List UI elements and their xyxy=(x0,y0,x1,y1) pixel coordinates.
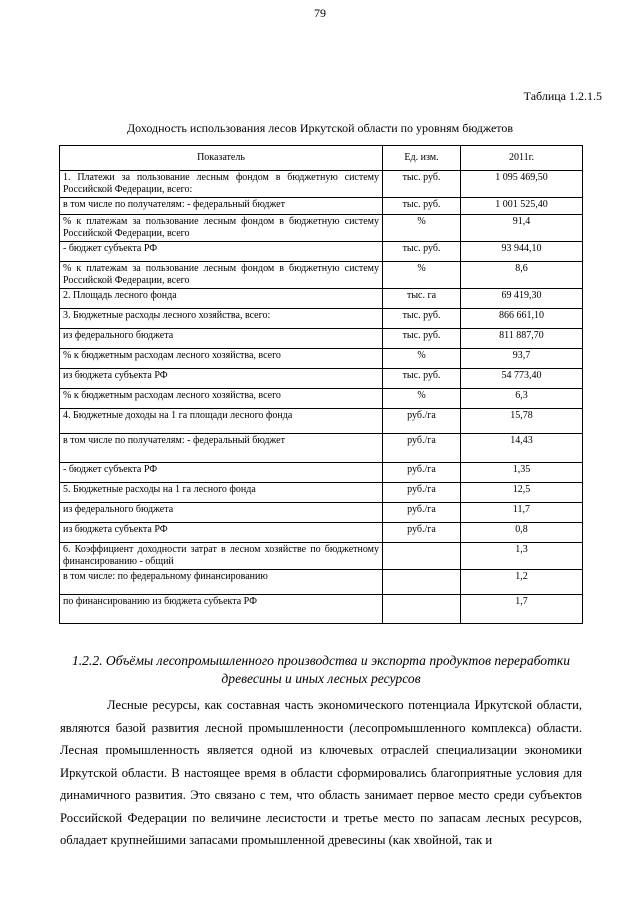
row-value: 11,7 xyxy=(461,503,583,523)
row-indicator: 5. Бюджетные расходы на 1 га лесного фонда xyxy=(60,483,383,503)
row-unit: тыс. руб. xyxy=(383,329,461,349)
row-indicator: 6. Коэффициент доходности затрат в лесном хозяйстве по бюджетному финансированию - общий xyxy=(60,543,383,570)
row-value: 12,5 xyxy=(461,483,583,503)
row-value: 6,3 xyxy=(461,389,583,409)
row-indicator: по финансированию из бюджета субъекта РФ xyxy=(60,595,383,624)
row-value: 1,7 xyxy=(461,595,583,624)
row-indicator: % к платежам за пользование лесным фондом в бюджетную систему Российской Федерации, всего xyxy=(60,262,383,289)
row-value: 1,3 xyxy=(461,543,583,570)
table-row xyxy=(60,262,583,289)
row-indicator: 3. Бюджетные расходы лесного хозяйства, всего: xyxy=(60,309,383,329)
forest-income-table xyxy=(59,145,583,624)
table-caption: Таблица 1.2.1.5 xyxy=(523,89,602,103)
row-indicator: из федерального бюджета xyxy=(60,329,383,349)
body-paragraph: Лесные ресурсы, как составная часть экономического потенциала Иркутской области, являются базой развития лесной промышленности (лесопромышленного комплекса) области. Лесная промышленность является одной из ключевых отраслей специализации экономики Иркутской области. В настоящее время в области сформировались благоприятные условия для динамичного развития. Это связано с тем, что область занимает первое место среди субъектов Российской Федерации по величине лесистости и третье место по запасам лесных ресурсов, обладает крупнейшими запасами промышленной древесины (как хвойной, так и xyxy=(60,698,582,847)
page-number: 79 xyxy=(314,6,326,20)
row-unit: тыс. руб. xyxy=(383,369,461,389)
row-unit xyxy=(383,595,461,624)
table-row xyxy=(60,329,583,349)
header-indicator: Показатель xyxy=(60,146,383,171)
table-row xyxy=(60,595,583,624)
row-indicator: - бюджет субъекта РФ xyxy=(60,242,383,262)
row-unit: руб./га xyxy=(383,434,461,463)
row-unit: тыс. руб. xyxy=(383,198,461,215)
table-row xyxy=(60,198,583,215)
table-row xyxy=(60,543,583,570)
row-value: 91,4 xyxy=(461,215,583,242)
row-indicator: из бюджета субъекта РФ xyxy=(60,369,383,389)
row-indicator: в том числе по получателям: - федеральный бюджет xyxy=(60,434,383,463)
row-indicator: - бюджет субъекта РФ xyxy=(60,463,383,483)
row-indicator: из бюджета субъекта РФ xyxy=(60,523,383,543)
table-row xyxy=(60,349,583,369)
row-value: 14,43 xyxy=(461,434,583,463)
row-unit: руб./га xyxy=(383,409,461,434)
row-value: 8,6 xyxy=(461,262,583,289)
table-row xyxy=(60,389,583,409)
row-value: 1 095 469,50 xyxy=(461,171,583,198)
table-row xyxy=(60,289,583,309)
table-row xyxy=(60,463,583,483)
table-row xyxy=(60,434,583,463)
header-value: 2011г. xyxy=(461,146,583,171)
table-row xyxy=(60,171,583,198)
row-value: 93 944,10 xyxy=(461,242,583,262)
table-row xyxy=(60,483,583,503)
row-value: 69 419,30 xyxy=(461,289,583,309)
row-indicator: в том числе по получателям: - федеральный бюджет xyxy=(60,198,383,215)
header-unit: Ед. изм. xyxy=(383,146,461,171)
table-row xyxy=(60,369,583,389)
table-header-row xyxy=(60,146,583,171)
row-unit: руб./га xyxy=(383,523,461,543)
table-row xyxy=(60,309,583,329)
row-value: 1 001 525,40 xyxy=(461,198,583,215)
row-indicator: % к бюджетным расходам лесного хозяйства, всего xyxy=(60,389,383,409)
table-row xyxy=(60,523,583,543)
row-indicator: 2. Площадь лесного фонда xyxy=(60,289,383,309)
row-unit: % xyxy=(383,389,461,409)
row-unit: руб./га xyxy=(383,503,461,523)
row-unit: тыс. га xyxy=(383,289,461,309)
row-unit xyxy=(383,570,461,595)
row-indicator: % к бюджетным расходам лесного хозяйства, всего xyxy=(60,349,383,369)
row-indicator: % к платежам за пользование лесным фондом в бюджетную систему Российской Федерации, всего xyxy=(60,215,383,242)
row-unit xyxy=(383,543,461,570)
row-value: 1,2 xyxy=(461,570,583,595)
table-row xyxy=(60,242,583,262)
row-value: 93,7 xyxy=(461,349,583,369)
row-unit: руб./га xyxy=(383,463,461,483)
row-unit: тыс. руб. xyxy=(383,309,461,329)
row-indicator: в том числе: по федеральному финансированию xyxy=(60,570,383,595)
row-value: 0,8 xyxy=(461,523,583,543)
row-value: 866 661,10 xyxy=(461,309,583,329)
row-value: 1,35 xyxy=(461,463,583,483)
table-row xyxy=(60,503,583,523)
row-unit: % xyxy=(383,349,461,369)
table-row xyxy=(60,570,583,595)
row-unit: руб./га xyxy=(383,483,461,503)
row-value: 811 887,70 xyxy=(461,329,583,349)
row-unit: % xyxy=(383,215,461,242)
row-indicator: 4. Бюджетные доходы на 1 га площади лесного фонда xyxy=(60,409,383,434)
row-indicator: 1. Платежи за пользование лесным фондом в бюджетную систему Российской Федерации, всего: xyxy=(60,171,383,198)
table-row xyxy=(60,215,583,242)
row-value: 54 773,40 xyxy=(461,369,583,389)
row-unit: тыс. руб. xyxy=(383,171,461,198)
row-unit: тыс. руб. xyxy=(383,242,461,262)
table-row xyxy=(60,409,583,434)
section-heading: 1.2.2. Объёмы лесопромышленного производства и экспорта продуктов переработки древесины и иных лесных ресурсов xyxy=(71,653,571,686)
row-indicator: из федерального бюджета xyxy=(60,503,383,523)
row-value: 15,78 xyxy=(461,409,583,434)
row-unit: % xyxy=(383,262,461,289)
table-title: Доходность использования лесов Иркутской области по уровням бюджетов xyxy=(126,121,514,135)
